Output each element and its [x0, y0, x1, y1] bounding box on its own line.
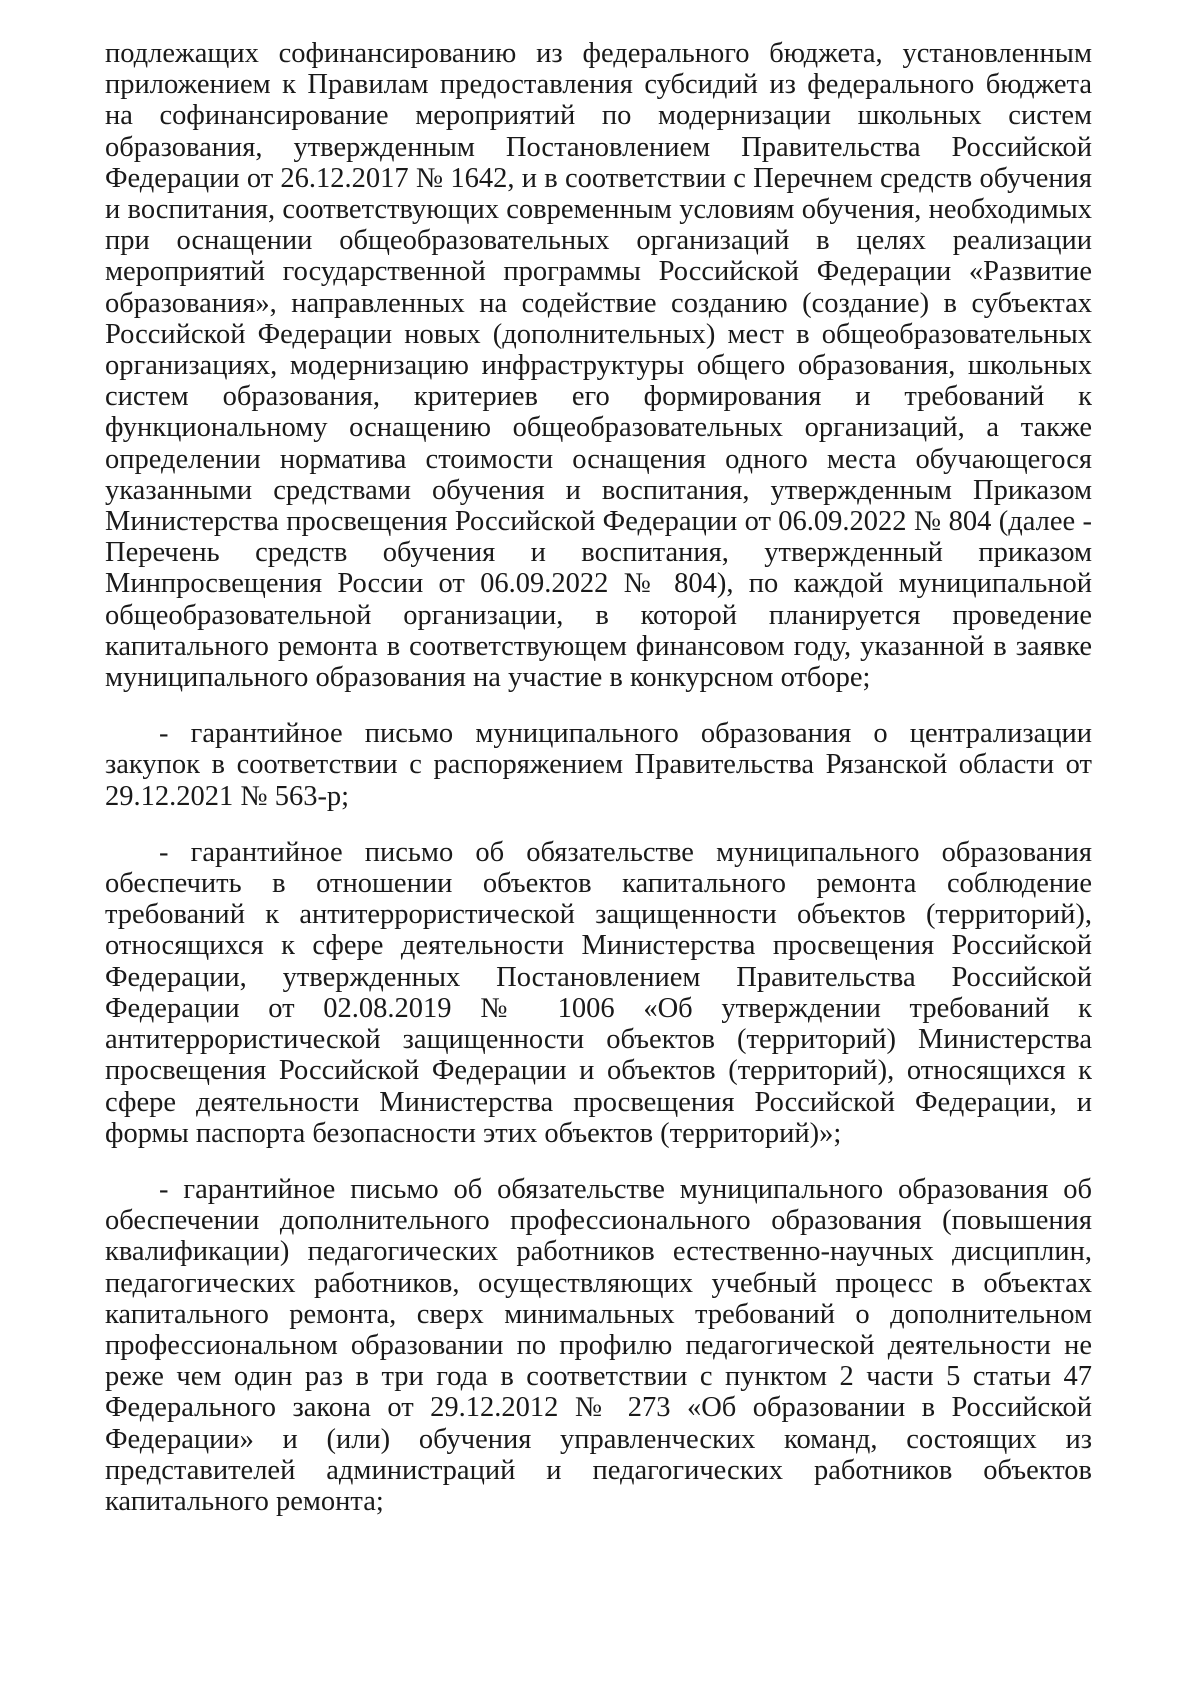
- paragraph-guarantee-letter-antiterrorism: - гарантийное письмо об обязательстве муниципального образования обеспечить в отношении объектов капитального ремонта соблюдение требований к антитеррористической защищенности объектов (территорий), относящихся к сфере деятельности Министерства просвещения Российской Федерации, утвержденных Постановлением Правительства Российской Федерации от 02.08.2019 № 1006 «Об утверждении требований к антитеррористической защищенности объектов (территорий) Министерства просвещения Российской Федерации и объектов (территорий), относящихся к сфере деятельности Министерства просвещения Российской Федерации, и формы паспорта безопасности этих объектов (территорий)»;: [105, 836, 1092, 1149]
- paragraph-guarantee-letter-teacher-training: - гарантийное письмо об обязательстве муниципального образования об обеспечении дополнительного профессионального образования (повышения квалификации) педагогических работников естественно-научных дисциплин, педагогических работников, осуществляющих учебный процесс в объектах капитального ремонта, сверх минимальных требований о дополнительном профессиональном образовании по профилю педагогической деятельности не реже чем один раз в три года в соответствии с пунктом 2 части 5 статьи 47 Федерального закона от 29.12.2012 № 273 «Об образовании в Российской Федерации» и (или) обучения управленческих команд, состоящих из представителей администраций и педагогических работников объектов капитального ремонта;: [105, 1173, 1092, 1517]
- paragraph-continuation: подлежащих софинансированию из федерального бюджета, установленным приложением к Правилам предоставления субсидий из федерального бюджета на софинансирование мероприятий по модернизации школьных систем образования, утвержденным Постановлением Правительства Российской Федерации от 26.12.2017 № 1642, и в соответствии с Перечнем средств обучения и воспитания, соответствующих современным условиям обучения, необходимых при оснащении общеобразовательных организаций в целях реализации мероприятий государственной программы Российской Федерации «Развитие образования», направленных на содействие созданию (создание) в субъектах Российской Федерации новых (дополнительных) мест в общеобразовательных организациях, модернизацию инфраструктуры общего образования, школьных систем образования, критериев его формирования и требований к функциональному оснащению общеобразовательных организаций, а также определении норматива стоимости оснащения одного места обучающегося указанными средствами обучения и воспитания, утвержденным Приказом Министерства просвещения Российской Федерации от 06.09.2022 № 804 (далее - Перечень средств обучения и воспитания, утвержденный приказом Минпросвещения России от 06.09.2022 № 804), по каждой муниципальной общеобразовательной организации, в которой планируется проведение капитального ремонта в соответствующем финансовом году, указанной в заявке муниципального образования на участие в конкурсном отборе;: [105, 38, 1092, 694]
- document-body: [105, 38, 1092, 1517]
- paragraph-guarantee-letter-procurement: - гарантийное письмо муниципального образования о централизации закупок в соответствии с распоряжением Правительства Рязанской области от 29.12.2021 № 563-р;: [105, 718, 1092, 812]
